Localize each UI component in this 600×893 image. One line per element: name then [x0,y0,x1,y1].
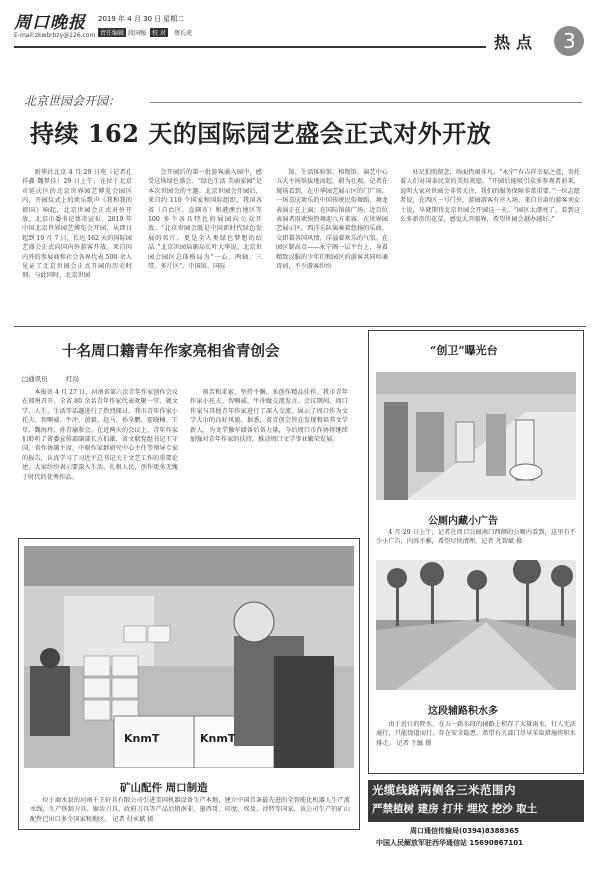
notice-contact-2: 中国人民解放军驻西华通信站 15690867101 [376,839,524,847]
factory-photo [24,546,354,768]
notice-line-1: 光缆线路两侧各三米范围内 [372,783,516,797]
writers-byline-label: □通讯员 [22,375,48,383]
factory-box-label-2: KnmT [200,732,236,745]
flood-photo [376,560,576,690]
restroom-caption: 公厕内藏小广告 [428,516,498,527]
factory-caption: 矿山配件 周口制造 [120,782,208,794]
lead-column-1: 新华社北京 4 月 29 日电（记者孔祥鑫 魏梦佳）29 日上午，在位于北京市延庆区的北京世界园艺博览会园区内，开园仪式上的欢乐歌声《我和我的祖国》响起，北京世园会正式对外开放。北京市委书记蔡奇宣布，2019 年中国北京世界园艺博览会开园，从即日起到 10 月 7 日，长达 162 天的国际园艺盛会正式向国内外游客开放。来自国内外的参展商和社会各界代表 500 余人见证了北京世园会正式开园的历史时刻。与此同时，北京世园 [22,169,132,280]
writers-column-1: 本报讯 4 月 27 日，河南省第六次青年作家创作会议在郑州召开，全省 80 余名青年作家代表欢聚一堂，就文学、人生、生活等话题进行了热烈探讨。我市青年作家小托夫、智啊威、牛冲、黄毅、赵马、孙全鹏、霍晓楠、王星、魏海玲、孙青瑜参会。在近两天的会议上，青年作家们聆听了省委宣传部副部长方伯雄，省文联党组书记王守国，省作协副主席、中原作家群研究中心主任等领导专家的报告，认真学习了习近平总书记关于文艺工作的重要论述，大家纷纷表示要深入生活、扎根人民，创作更多无愧于时代的优秀作品。 [22,389,178,481]
section-title: 热点 [494,33,539,52]
writers-byline-name: 红岛 [66,375,79,383]
masthead-rule [14,46,486,48]
section-divider [14,326,586,327]
lead-kicker: 北京世园会开园： [24,94,121,108]
writers-column-2: 刻苦和求索，坚持不懈，多创作精品佳作。我市青年作家小托夫、智啊威、牛冲做交流发言。会议期间，周口作家与其他青年作家进行了深入交流，展示了周口作为文学大市的良好风貌。据悉，省青创会旨在发现和培养文学新人，为文学豫军储备后备力量，今后周口市作协将继续加强对青年作家的扶持，推动周口文学事业繁荣发展。 [190,389,348,444]
creation-header: “创卫”曝光台 [430,344,498,357]
masthead-proof-name: 蔡长虎 [174,30,193,37]
lead-headline: 持续 162 天的国际园艺盛会正式对外开放 [30,119,492,148]
masthead-email: E-mail:zkwbrbzy@126.com [14,32,96,39]
flood-caption: 这段辅路积水多 [428,706,498,717]
notice-line-2: 严禁植树 建房 打井 埋坟 挖沙 取土 [372,803,538,815]
notice-contact-1: 周口通信传输局(0394)8388365 [410,827,519,835]
restroom-photo [376,372,576,500]
restroom-text: 4 月 29 日上午，记者在周口公园南门西侧的公厕内看到，这里有不少小广告，内容不雅，希望尽快清理。记者 凡智斌 摄 [376,529,576,546]
masthead-weekday: 星期二 [163,15,184,23]
masthead-proof-label: 校 对 [152,30,166,37]
writers-headline: 十名周口籍青年作家亮相省青创会 [62,343,280,360]
factory-box-label-1: KnmT [124,732,160,745]
lead-column-2: 会开园后的第一批游客涌入园中，感受这场绿色盛会。“绿色生活 美丽家园”是本次世园会的主题。北京世园会开园后，来自约 110 个国家和国际组织、我国各省（自治区、直辖市）和港澳台地区等 100 多个各具特色的展园向公众开放。“北京世园会既是中国新时代绿色发展的名片，更是全人类绿色梦想的结晶。”北京世园局副局长叶大华说。北京世园会园区总体格局为“一心、两轴、三带、多片区”。中国馆、国际 [148,169,262,271]
masthead-editor-label: 责任编辑 [100,30,125,37]
flood-text: 由于近日的降水，在五一路东段的辅路上积存了大量雨水，行人无法通行，只能绕道而行，存在安全隐患，希望有关部门尽早采取措施将积水排走。 记者 王毓 摄 [376,721,576,747]
page-number: 3 [563,29,576,53]
factory-text: 位于商水县的河南千王轩具有限公司引进美国机器设备生产本地，建立中国首条最先进的全智能化机器人生产流水线，生产铁制刀具、锯齿刀具、政府刀具等产品后销南非、墨西哥、印度、埃及、沙特等国家，该公司生产的矿山配件已出口多个国家和地区。 记者 付永斌 摄 [30,797,350,823]
masthead-editor-name: 段国强 [128,30,147,37]
lead-kicker-rule [150,102,582,103]
lead-column-3: 馆、生活体验馆、植物馆、演艺中心五大主场馆拔地而起，蔚为壮观。记者在现场看到，在中华园艺展示区的门广场，一场喜庆欢乐的中国传统民俗舞蹈、舞龙表演正在上演；在国际馆前广场，近百位表演者用欢快热舞迎八方来客；在世界园艺展示区，西洋乐队演奏着悠扬的乐曲，交织着各国风情，洋溢着欢乐的气氛。在园区制高点——永宁阁一层平台上，身着精致汉服的少年们和园区的游客共同吟诵诗词，不少游客纷纷 [276,169,388,271]
masthead-logo: 周口晚报 [14,13,86,33]
lead-column-4: 驻足拍照留念，场面热闹非凡。“永宁”有吉祥幸福之意，寄托着人们对国泰民安的美好祝愿。“开园后能吸引众多参观者前来，说明大家对世园会非常关注，我们的服务保障非常重要。”一位志愿者说，在西区一号门外，游园游客有序入场。来自甘肃的游客刘女士说，早就期待北京世园会开园这一天。“园区太漂亮了，看到这么多新奇的花草，感觉大开眼界，希望世园会越办越好。” [400,169,580,224]
masthead-date: 2019 年 4 月 30 日 [98,15,162,23]
